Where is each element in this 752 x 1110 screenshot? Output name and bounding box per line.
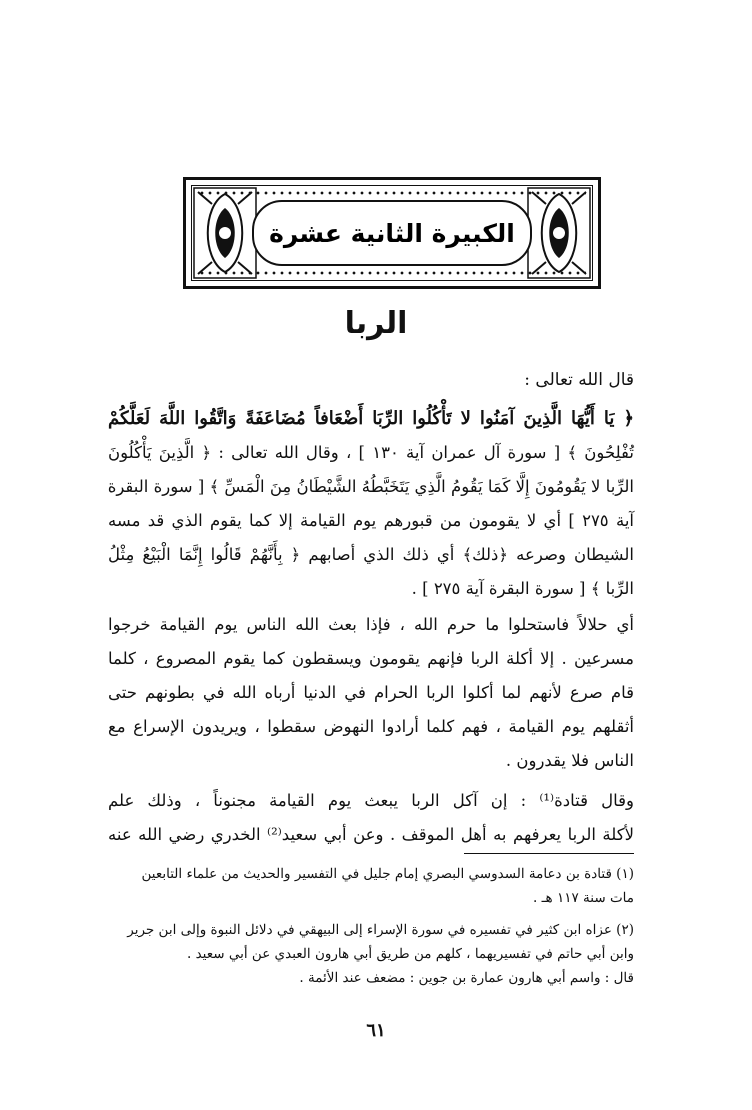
verse-line: تُفْلِحُونَ ﴾ [ سورة آل عمران آية ١٣٠ ] ، وقال الله تعالى : ﴿ الَّذِينَ يَأْكُلُونَ <box>108 443 634 462</box>
left-ornament-icon <box>192 186 258 280</box>
verse-line: الرِّبا ﴾ [ سورة البقرة آية ٢٧٥ ] . <box>411 579 634 598</box>
paragraph-line: لأكلة الربا يعرفهم به أهل الموقف . وعن أبي سعيد⁽²⁾ الخدري رضي الله عنه <box>108 825 634 844</box>
paragraph-2 <box>108 608 634 778</box>
footnote-divider <box>464 853 634 854</box>
paragraph-line: أي حلالاً فاستحلوا ما حرم الله ، فإذا بعث الله الناس يوم القيامة خرجوا <box>108 615 634 634</box>
verse-line: آية ٢٧٥ ] أي لا يقومون من قبورهم يوم القيامة إلا كما يقوم الذي قد مسه <box>108 511 634 530</box>
paragraph-line: مسرعين . إلا أكلة الربا فإنهم يقومون ويسقطون كما يقوم المصروع ، كلما <box>108 649 634 668</box>
paragraph-line: الناس فلا يقدرون . <box>505 751 634 770</box>
footnotes <box>108 862 634 998</box>
chapter-title: الكبيرة الثانية عشرة <box>269 218 515 248</box>
title-cartouche <box>252 200 532 266</box>
footnote-line: (٢) عزاه ابن كثير في تفسيره في سورة الإسراء إلى البيهقي في دلائل النبوة وإلى ابن جرير <box>127 922 634 938</box>
footnote-line: (١) قتادة بن دعامة السدوسي البصري إمام جليل في التفسير والحديث من علماء التابعين <box>141 866 634 882</box>
section-title: الربا <box>344 306 408 341</box>
footnote-2 <box>108 918 634 990</box>
paragraph-line: وقال قتادة⁽¹⁾ : إن آكل الربا يبعث يوم القيامة مجنوناً ، وذلك علم <box>108 791 634 810</box>
paragraph-line: قام صرع لأنهم لما أكلوا الربا الحرام في الدنيا أرباه الله في بطونهم حتى <box>108 683 634 702</box>
intro-line: قال الله تعالى : <box>524 370 634 390</box>
chapter-frame <box>183 177 601 289</box>
footnote-line: قال : واسم أبي هارون عمارة بن جوين : مضعف عند الأئمة . <box>299 970 634 986</box>
verse-line: ﴿ يَا أَيُّهَا الَّذِينَ آمَنُوا لا تَأْكُلُوا الرِّبَا أَضْعَافاً مُضَاعَفَةً وَاتَّقُوا اللَّهَ لَعَلَّكُمْ <box>108 408 634 429</box>
footnote-1 <box>108 862 634 910</box>
right-ornament-icon <box>526 186 592 280</box>
verse-line: الشيطان وصرعه ﴿ذلك﴾ أي ذلك الذي أصابهم ﴿ بِأَنَّهُمْ قَالُوا إِنَّمَا الْبَيْعُ مِثْلُ <box>108 545 634 564</box>
paragraph-3 <box>108 784 634 852</box>
page-number: ٦١ <box>366 1020 386 1041</box>
verses-block <box>108 402 634 606</box>
paragraph-line: أثقلهم يوم القيامة ، فهم كلما أرادوا النهوض سقطوا ، ويريدون الإسراع مع <box>108 717 634 736</box>
footnote-line: وابن أبي حاتم في تفسيريهما ، كلهم من طريق أبي هارون العبدي عن أبي سعيد . <box>187 946 634 962</box>
verse-line: الرِّبا لا يَقُومُونَ إِلَّا كَمَا يَقُومُ الَّذِي يَتَخَبَّطُهُ الشَّيْطَانُ مِنَ الْمَسِّ ﴾ [ سورة البقرة <box>107 477 634 496</box>
footnote-line: مات سنة ١١٧ هـ . <box>533 890 634 906</box>
